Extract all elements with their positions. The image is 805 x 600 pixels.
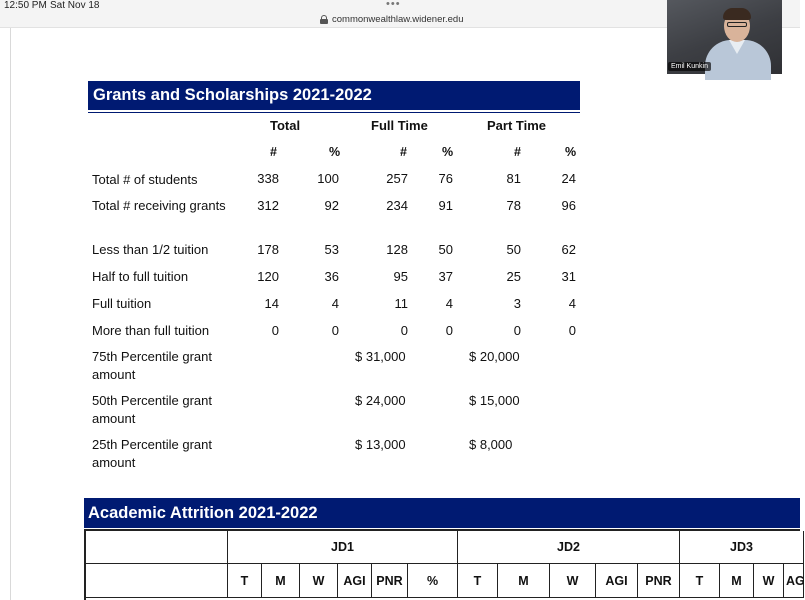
- address-bar[interactable]: [320, 13, 490, 26]
- grants-cell: 91: [438, 198, 453, 213]
- grants-subheader: #: [270, 145, 277, 159]
- grants-title: Grants and Scholarships 2021-2022: [93, 86, 372, 104]
- grants-cell: $ 20,000: [469, 349, 520, 364]
- url-text[interactable]: commonwealthlaw.widener.edu: [332, 14, 464, 25]
- grants-cell: 3: [513, 296, 521, 311]
- grants-group-total: Total: [270, 118, 301, 133]
- more-tabs-icon[interactable]: •••: [386, 0, 401, 10]
- grants-cell: 234: [386, 198, 408, 213]
- grants-cell: $ 15,000: [469, 393, 520, 408]
- attrition-group-jd2: JD2: [458, 531, 680, 564]
- grants-cell: 0: [271, 323, 279, 338]
- grants-cell: 37: [438, 269, 453, 284]
- grants-cell: 0: [513, 323, 521, 338]
- grants-cell: 0: [400, 323, 408, 338]
- grants-cell: 62: [561, 242, 576, 257]
- clock-date: Sat Nov 18: [50, 0, 100, 11]
- grants-row-label: 25th Percentile grant amount: [92, 437, 212, 470]
- grants-cell: $ 31,000: [355, 349, 406, 364]
- grants-row-label: Full tuition: [92, 296, 152, 311]
- grants-row-label: Total # of students: [92, 172, 198, 187]
- lock-icon: [320, 15, 328, 24]
- grants-cell: 4: [445, 296, 453, 311]
- attrition-title: Academic Attrition 2021-2022: [88, 504, 318, 522]
- attrition-col-header: PNR: [638, 564, 680, 598]
- attrition-corner-cell: [86, 531, 228, 564]
- grants-cell: 4: [331, 296, 339, 311]
- grants-cell: 76: [438, 171, 453, 186]
- participant-glasses: [727, 22, 747, 27]
- grants-subheader: #: [400, 145, 407, 159]
- participant-hair: [723, 8, 751, 20]
- grants-cell: 178: [257, 242, 279, 257]
- attrition-section-header: [84, 498, 800, 528]
- grants-row-label: 50th Percentile grant amount: [92, 393, 212, 426]
- grants-cell: 257: [386, 171, 408, 186]
- grants-cell: $ 8,000: [469, 437, 513, 452]
- attrition-col-header: M: [498, 564, 550, 598]
- grants-subheader: %: [329, 145, 341, 159]
- attrition-group-jd3: JD3: [680, 531, 804, 564]
- grants-cell: 95: [393, 269, 408, 284]
- attrition-col-header: %: [408, 564, 458, 598]
- grants-cell: 312: [257, 198, 279, 213]
- attrition-col-header: T: [458, 564, 498, 598]
- attrition-col-header: AG: [784, 564, 804, 598]
- attrition-col-header: T: [228, 564, 262, 598]
- grants-cell: 96: [561, 198, 576, 213]
- grants-cell: 78: [506, 198, 521, 213]
- grants-group-full-time: Full Time: [371, 118, 428, 133]
- grants-cell: 92: [324, 198, 339, 213]
- grants-cell: 24: [561, 171, 576, 186]
- attrition-col-header: W: [550, 564, 596, 598]
- grants-cell: 120: [257, 269, 279, 284]
- grants-cell: 81: [506, 171, 521, 186]
- grants-subheader: %: [565, 145, 577, 159]
- grants-section-header: [88, 81, 580, 112]
- attrition-col-header: M: [262, 564, 300, 598]
- grants-row-label: 75th Percentile grant amount: [92, 349, 212, 382]
- grants-row-label: More than full tuition: [92, 323, 210, 338]
- grants-cell: $ 13,000: [355, 437, 406, 452]
- attrition-col-header: M: [720, 564, 754, 598]
- attrition-col-header: T: [680, 564, 720, 598]
- grants-cell: 50: [438, 242, 453, 257]
- attrition-col-header: AGI: [338, 564, 372, 598]
- grants-cell: 53: [324, 242, 339, 257]
- grants-cell: 36: [324, 269, 339, 284]
- attrition-col-header: W: [754, 564, 784, 598]
- grants-group-part-time: Part Time: [487, 118, 547, 133]
- grants-subheader: #: [514, 145, 521, 159]
- grants-row-label: Less than 1/2 tuition: [92, 242, 209, 257]
- grants-cell: 11: [394, 296, 408, 311]
- grants-cell: 25: [506, 269, 521, 284]
- grants-cell: 128: [386, 242, 408, 257]
- grants-cell: 0: [568, 323, 576, 338]
- attrition-col-header: W: [300, 564, 338, 598]
- participant-name: Emil Kunkin: [668, 62, 711, 71]
- grants-cell: 4: [568, 296, 576, 311]
- clock-time: 12:50 PM: [4, 0, 47, 11]
- attrition-label-cell: [86, 564, 228, 598]
- grants-cell: 31: [561, 269, 576, 284]
- grants-cell: $ 24,000: [355, 393, 406, 408]
- grants-cell: 50: [506, 242, 521, 257]
- attrition-group-jd1: JD1: [228, 531, 458, 564]
- grants-cell: 14: [264, 296, 279, 311]
- grants-subheader: %: [442, 145, 454, 159]
- grants-cell: 100: [317, 171, 339, 186]
- video-participant-tile[interactable]: [667, 0, 782, 74]
- attrition-col-header: AGI: [596, 564, 638, 598]
- grants-row-label: Total # receiving grants: [92, 198, 226, 213]
- attrition-col-header: PNR: [372, 564, 408, 598]
- grants-cell: 0: [331, 323, 339, 338]
- grants-cell: 0: [445, 323, 453, 338]
- grants-cell: 338: [257, 171, 279, 186]
- attrition-table: [84, 529, 805, 600]
- grants-row-label: Half to full tuition: [92, 269, 189, 284]
